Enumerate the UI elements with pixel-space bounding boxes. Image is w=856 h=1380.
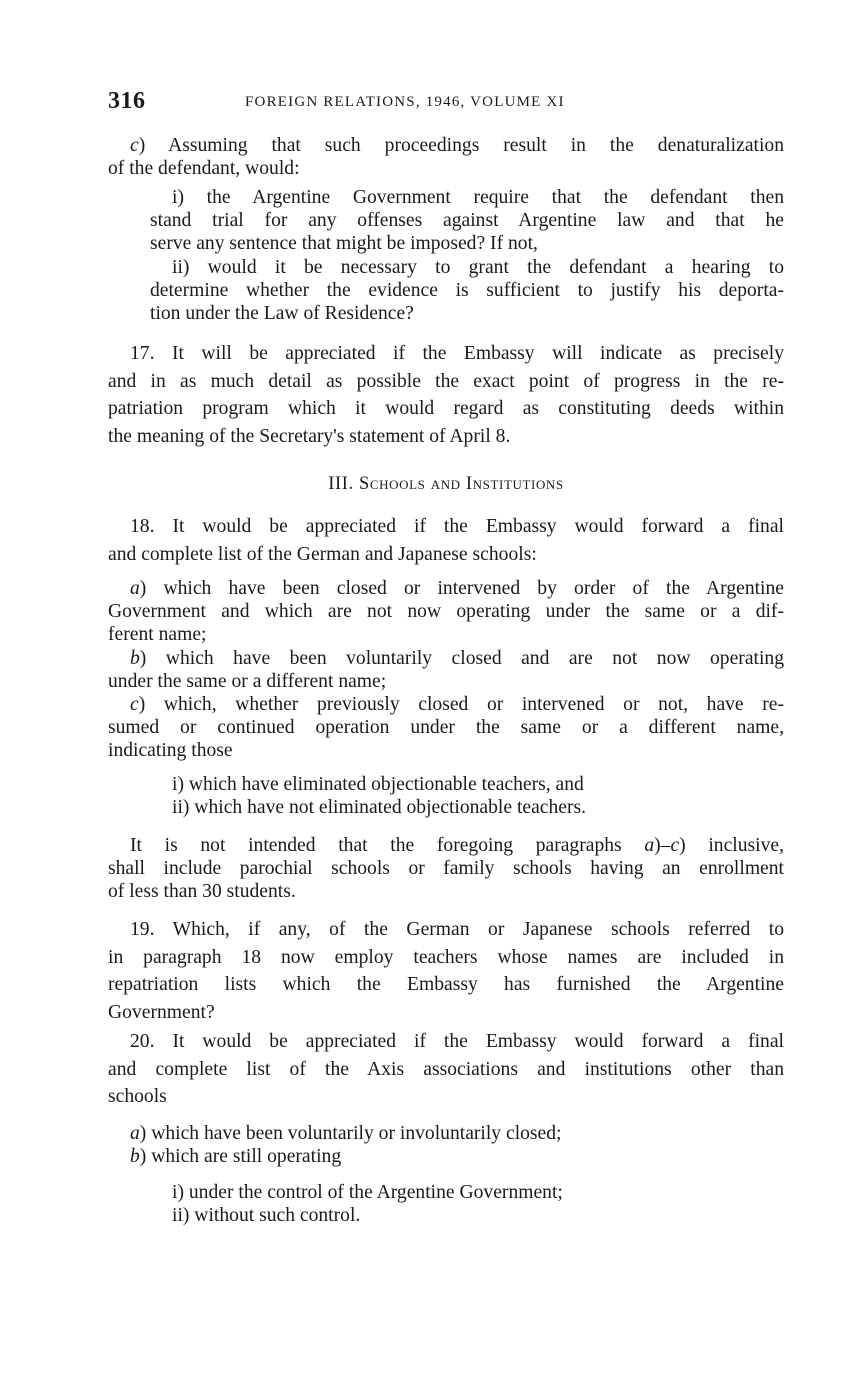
text-line: repatriation lists which the Embassy has furnished the Argentine — [108, 974, 784, 995]
paragraph-20 — [108, 1028, 784, 1111]
text-line: and in as much detail as possible the exact point of progress in the re- — [108, 370, 784, 392]
text-line: ) inclusive, — [679, 835, 785, 856]
item-c-assuming — [108, 134, 784, 180]
text-line: ) which have been closed or intervened by order of the Argentine — [139, 578, 784, 599]
item-label: a — [130, 1123, 140, 1144]
text-line: and complete list of the Axis associations and institutions other than — [108, 1058, 784, 1080]
text-line: sumed or continued operation under the same or a different name, — [108, 717, 784, 738]
item-label: c — [130, 135, 139, 156]
text-line: 20. It would be appreciated if the Embassy would forward a final — [130, 1031, 784, 1052]
text-line: of less than 30 students. — [108, 881, 296, 902]
text-line: and complete list of the German and Japanese schools: — [108, 543, 537, 565]
list-item — [130, 1145, 784, 1168]
text-line: in paragraph 18 now employ teachers whose names are included in — [108, 946, 784, 968]
text-line: patriation program which it would regard as constituting deeds within — [108, 398, 784, 419]
text-line: 17. It will be appreciated if the Embassy will indicate as precisely — [130, 343, 784, 364]
list-item: i) under the control of the Argentine Government; — [172, 1182, 563, 1203]
text-line: ) which, whether previously closed or intervened or not, have re- — [138, 694, 784, 715]
item-label: a — [130, 578, 140, 599]
paragraph-19 — [108, 916, 784, 1026]
paragraph-17 — [108, 340, 784, 450]
ref-label: c — [670, 835, 680, 856]
item-c-sub-i — [150, 186, 784, 255]
page-number: 316 — [108, 88, 146, 114]
list-item: ii) without such control. — [172, 1205, 361, 1226]
text-line: 19. Which, if any, of the German or Japanese schools referred to — [130, 919, 784, 940]
text-line: ferent name; — [108, 624, 207, 645]
section-numeral: III. — [328, 474, 354, 494]
text-line: schools — [108, 1086, 167, 1107]
text-line: shall include parochial schools or family schools having an enrollment — [108, 858, 784, 879]
text-line: ) which have been voluntarily or involuntarily closed; — [139, 1123, 562, 1144]
text-line: 18. It would be appreciated if the Embassy would forward a final — [130, 516, 784, 537]
ref-dash: )– — [654, 835, 671, 856]
list-item: ii) which have not eliminated objectionable teachers. — [172, 797, 587, 818]
paragraph-20-items — [130, 1122, 784, 1168]
text-line: ) which are still operating — [139, 1146, 342, 1167]
paragraph-18-a — [108, 577, 784, 646]
list-item: i) which have eliminated objectionable teachers, and — [172, 774, 584, 795]
text-line: determine whether the evidence is sufficient to justify his deporta- — [150, 280, 784, 301]
paragraph-18-note — [108, 834, 784, 903]
text-line: serve any sentence that might be imposed? If not, — [150, 233, 538, 254]
page-header — [108, 88, 784, 118]
text-line: tion under the Law of Residence? — [150, 303, 414, 324]
text-line: under the same or a different name; — [108, 671, 387, 692]
text-line: indicating those — [108, 740, 233, 761]
item-label: b — [130, 648, 140, 669]
text-line: the meaning of the Secretary's statement of April 8. — [108, 425, 511, 447]
item-label: b — [130, 1146, 140, 1167]
paragraph-18-c — [108, 693, 784, 762]
item-label: c — [130, 694, 139, 715]
ref-label: a — [644, 835, 655, 856]
paragraph-20-subitems — [172, 1181, 784, 1227]
text-line: i) the Argentine Government require that the defendant then — [172, 187, 784, 208]
paragraph-18-c-subitems — [172, 773, 784, 819]
text-line: It is not intended that the foregoing paragraphs — [130, 835, 645, 856]
text-line: stand trial for any offenses against Argentine law and that he — [150, 210, 784, 231]
item-c-sub-ii — [150, 256, 784, 325]
text-line: Government and which are not now operating under the same or a dif- — [108, 601, 784, 622]
text-line: ) Assuming that such proceedings result in the denaturalization — [138, 135, 784, 156]
paragraph-18 — [108, 513, 784, 568]
text-line: ii) would it be necessary to grant the defendant a hearing to — [172, 257, 784, 278]
section-title: Schools and Institutions — [358, 474, 564, 494]
text-line: of the defendant, would: — [108, 158, 300, 179]
paragraph-18-b — [108, 647, 784, 693]
section-heading — [108, 474, 784, 495]
text-line: ) which have been voluntarily closed and are not now operating — [139, 648, 784, 669]
text-line: Government? — [108, 1001, 215, 1023]
list-item — [130, 1122, 784, 1145]
running-head: FOREIGN RELATIONS, 1946, VOLUME XI — [245, 94, 565, 110]
